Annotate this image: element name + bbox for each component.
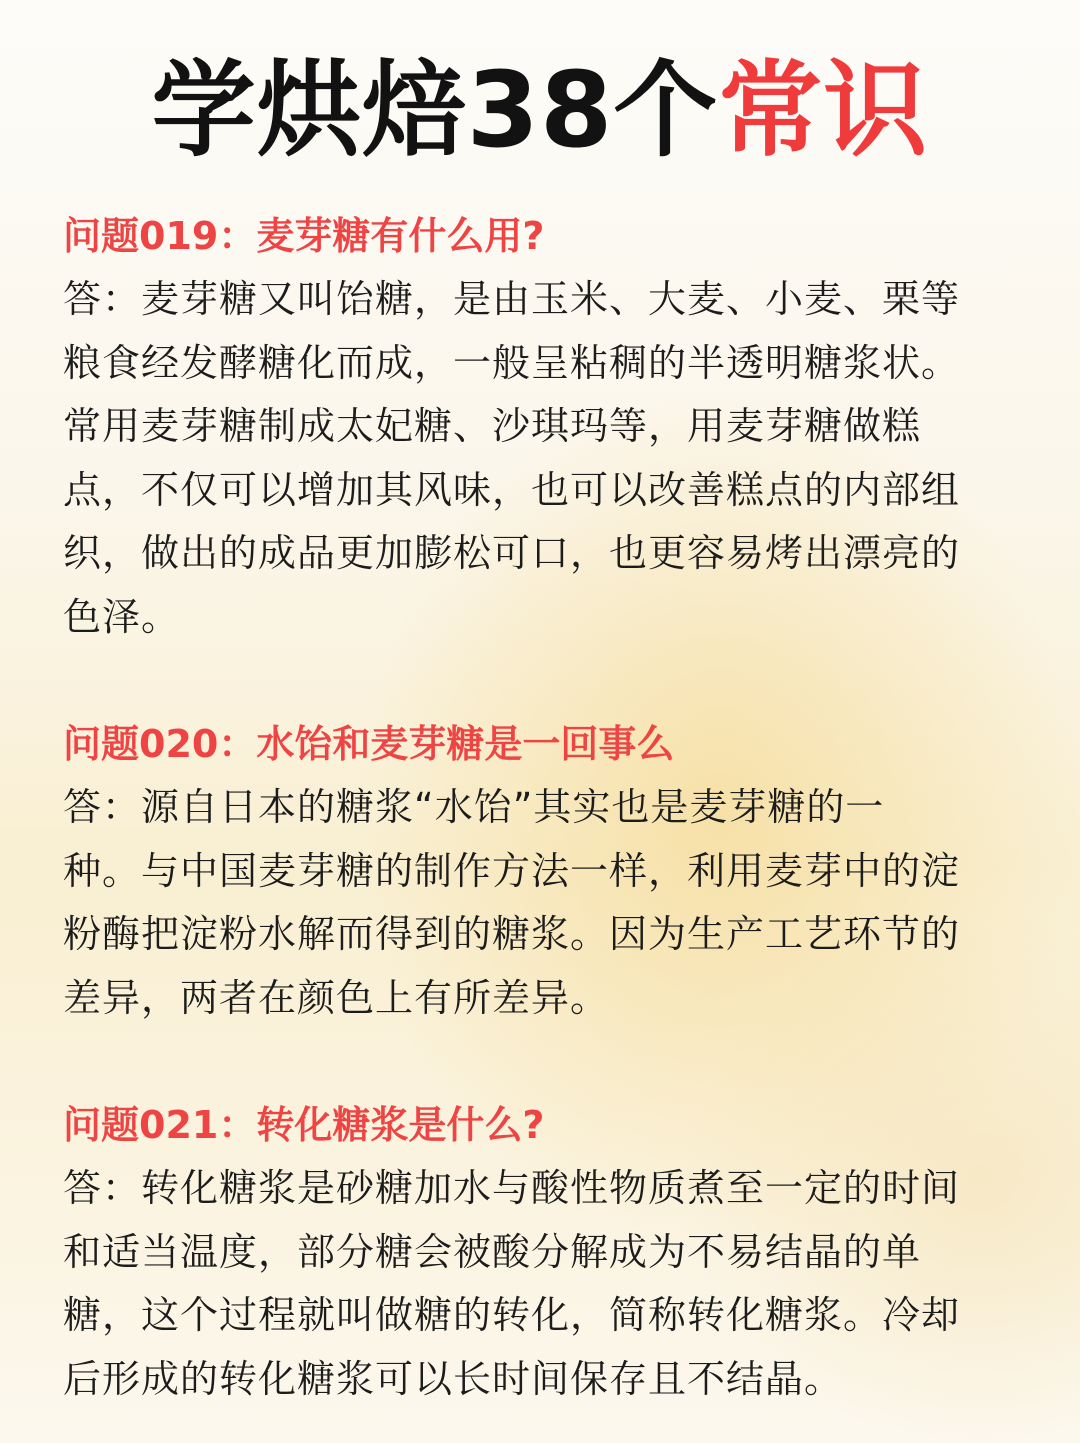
answer-line: 答：转化糖浆是砂糖加水与酸性物质煮至一定的时间 bbox=[63, 1166, 961, 1210]
answer-line: 差异，两者在颜色上有所差异。 bbox=[63, 975, 610, 1020]
answer-line: 后形成的转化糖浆可以长时间保存且不结晶。 bbox=[63, 1356, 844, 1401]
answer-line: 答：麦芽糖又叫饴糖，是由玉米、大麦、小麦、栗等 bbox=[63, 277, 961, 321]
title-main: 学烘焙38个 bbox=[151, 49, 719, 171]
answer-line: 织，做出的成品更加膨松可口，也更容易烤出漂亮的 bbox=[63, 531, 961, 575]
question-heading: 问题020：水饴和麦芽糖是一回事么 bbox=[63, 722, 675, 766]
qa-section-019 bbox=[63, 204, 1019, 649]
answer-line: 常用麦芽糖制成太妃糖、沙琪玛等，用麦芽糖做糕 bbox=[63, 404, 922, 448]
answer-text bbox=[63, 776, 1019, 1030]
qa-section-021 bbox=[63, 1093, 1019, 1411]
answer-line: 和适当温度，部分糖会被酸分解成为不易结晶的单 bbox=[63, 1229, 922, 1274]
answer-line: 种。与中国麦芽糖的制作方法一样，利用麦芽中的淀 bbox=[63, 848, 961, 893]
page-title bbox=[0, 40, 1080, 180]
answer-text bbox=[63, 1157, 1019, 1411]
answer-text bbox=[63, 268, 1019, 649]
answer-line: 色泽。 bbox=[63, 594, 181, 639]
title-accent: 常识 bbox=[718, 49, 929, 171]
answer-line: 粉酶把淀粉水解而得到的糖浆。因为生产工艺环节的 bbox=[63, 912, 961, 956]
question-heading: 问题019：麦芽糖有什么用? bbox=[63, 214, 545, 258]
question-heading: 问题021：转化糖浆是什么? bbox=[63, 1103, 545, 1147]
answer-line: 糖，这个过程就叫做糖的转化，简称转化糖浆。冷却 bbox=[63, 1293, 961, 1337]
answer-line: 粮食经发酵糖化而成，一般呈粘稠的半透明糖浆状。 bbox=[63, 340, 961, 385]
answer-line: 答：源自日本的糖浆“水饴”其实也是麦芽糖的一 bbox=[63, 785, 885, 829]
answer-line: 点，不仅可以增加其风味，也可以改善糕点的内部组 bbox=[63, 467, 961, 512]
qa-section-020 bbox=[63, 712, 1019, 1030]
